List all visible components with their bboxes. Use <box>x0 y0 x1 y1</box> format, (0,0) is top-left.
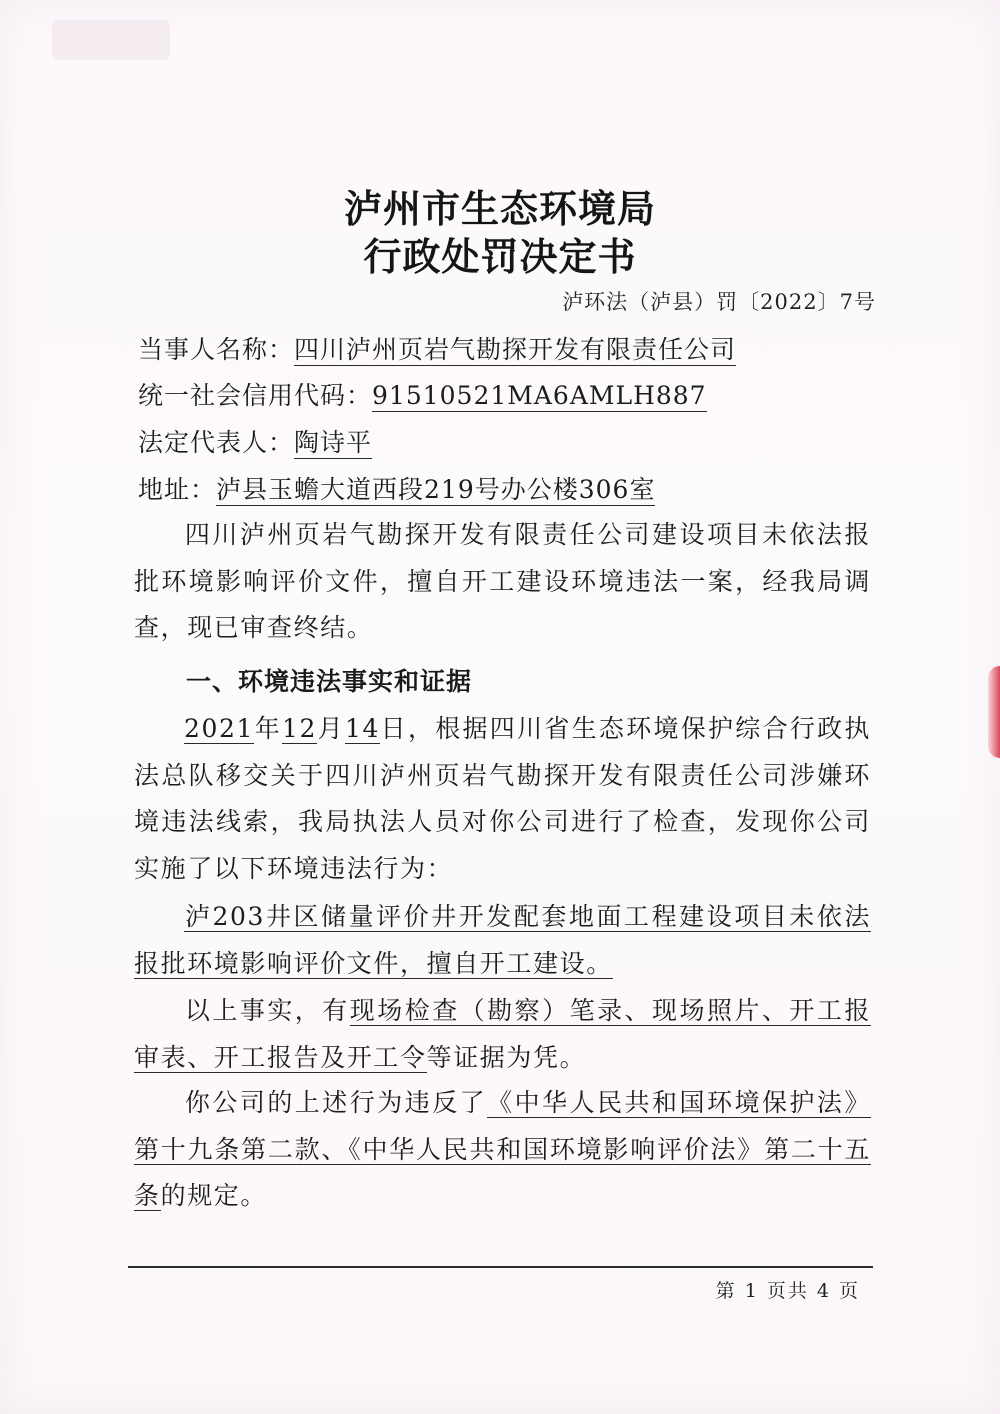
date-month: 12 <box>282 714 318 743</box>
document-title-line2: 行政处罚决定书 <box>363 234 637 279</box>
date-year: 2021 <box>184 714 255 743</box>
facts-text: ，根据四川省生态环境保护综合行政执法总队移交关于四川泸州页岩气勘探开发有限责任公司涉嫌环境违法线索，我局执法人员对你公司进行了检查，发现你公司实施了以下环境违法行为： <box>134 714 872 883</box>
party-name-label: 当事人名称： <box>138 335 295 364</box>
evidence-items: 现场检查（勘察）笔录、现场照片、开工报审表、开工报告及开工令 <box>134 996 871 1072</box>
address-value: 泸县玉蟾大道西段219号办公楼306室 <box>216 475 656 504</box>
evidence-post: 等证据为凭。 <box>426 1042 587 1072</box>
legal-rep-label: 法定代表人： <box>138 428 295 457</box>
credit-code-value: 91510521MA6AMLH887 <box>372 381 707 410</box>
law-pre: 你公司的上述行为违反了 <box>184 1088 488 1117</box>
faded-stamp-mark <box>52 20 170 60</box>
facts-paragraph <box>134 706 871 892</box>
document-title-line1: 泸州市生态环境局 <box>343 186 656 231</box>
date-year-unit: 年 <box>254 714 282 743</box>
evidence-pre: 以上事实，有 <box>184 996 350 1025</box>
party-name-value: 四川泸州页岩气勘探开发有限责任公司 <box>294 335 737 364</box>
violation-text: 泸203井区储量评价井开发配套地面工程建设项目未依法报批环境影响评价文件，擅自开工建设。 <box>134 902 871 978</box>
intro-text: 四川泸州页岩气勘探开发有限责任公司建设项目未依法报批环境影响评价文件，擅自开工建设环境违法一案，经我局调查，现已审查终结。 <box>134 520 871 642</box>
legal-rep-row <box>138 423 372 459</box>
address-label: 地址： <box>138 475 217 504</box>
law-items: 《中华人民共和国环境保护法》第十九条第二款、《中华人民共和国环境影响评价法》第二十五条 <box>134 1088 871 1210</box>
law-paragraph <box>134 1080 871 1220</box>
red-seal-edge <box>988 666 1000 758</box>
section-heading-facts: 一、环境违法事实和证据 <box>186 667 473 696</box>
footer-divider <box>128 1266 873 1268</box>
document-number: 泸环法（泸县）罚〔2022〕7号 <box>562 290 876 314</box>
date-day: 14 <box>344 714 380 743</box>
date-month-unit: 月 <box>317 714 345 743</box>
evidence-paragraph <box>134 988 871 1081</box>
credit-code-row <box>138 376 707 412</box>
party-name-row <box>138 330 736 366</box>
address-row <box>138 470 655 506</box>
intro-paragraph <box>134 512 871 652</box>
violation-paragraph <box>134 894 871 987</box>
law-post: 的规定。 <box>160 1181 268 1210</box>
legal-rep-value: 陶诗平 <box>294 428 373 457</box>
credit-code-label: 统一社会信用代码： <box>138 381 373 410</box>
page-indicator: 第 1 页共 4 页 <box>715 1280 860 1302</box>
date-day-unit: 日 <box>380 714 408 743</box>
